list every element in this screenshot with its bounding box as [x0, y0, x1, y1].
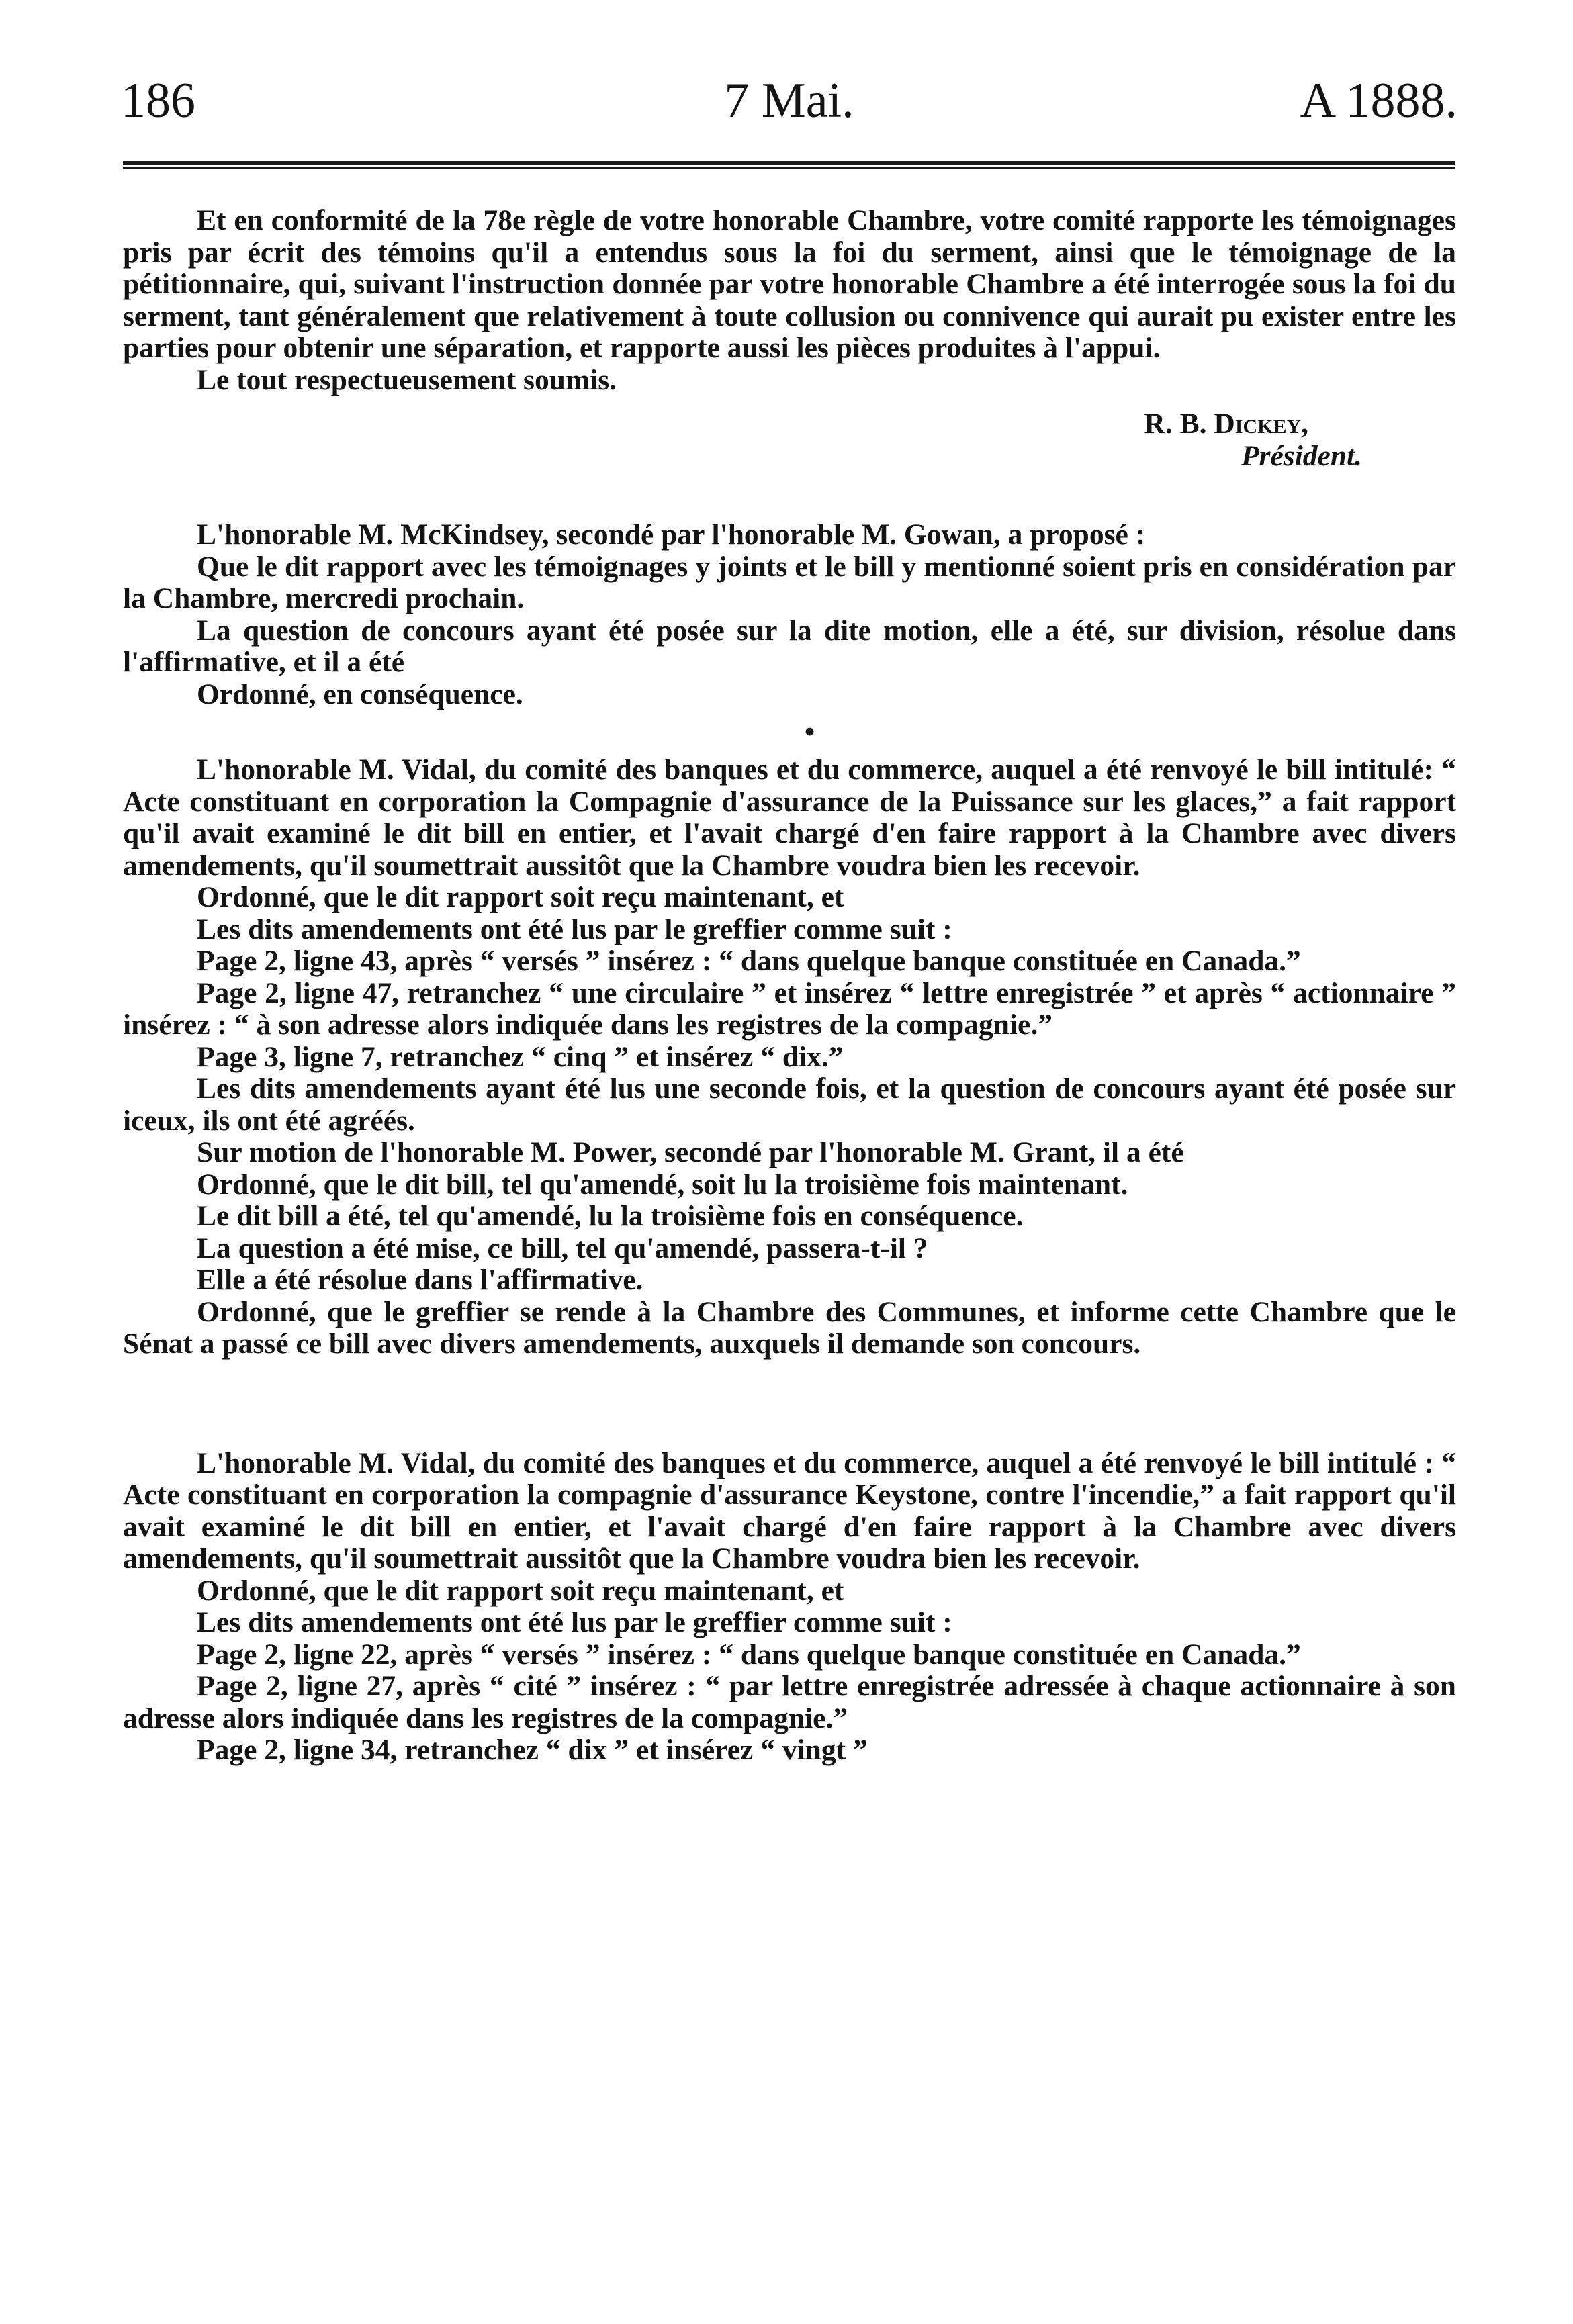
paragraph: Ordonné, en conséquence.: [197, 678, 523, 710]
header-rule-thin: [123, 167, 1455, 169]
amendment: Page 3, ligne 7, retranchez “ cinq ” et insérez “ dix.”: [197, 1040, 844, 1073]
paragraph: Les dits amendements ont été lus par le greffier comme suit :: [197, 1606, 952, 1638]
report-closing: Le tout respectueusement soumis.: [197, 363, 617, 396]
amendment: Page 2, ligne 22, après “ versés ” insérez : “ dans quelque banque constituée en Canada.”: [197, 1638, 1301, 1671]
running-date: 7 Mai.: [724, 73, 854, 128]
amendment: Page 2, ligne 34, retranchez “ dix ” et insérez “ vingt ”: [197, 1734, 868, 1766]
glass-insurance-bill-section: [123, 754, 1456, 1360]
paragraph: L'honorable M. Vidal, du comité des banques et du commerce, auquel a été renvoyé le bill intitulé: “ Acte constituant en corporation la Compagnie d'assurance de la Puissance sur les glaces,” a fait rapport qu'il avait examiné le dit bill en entier, et l'avait chargé d'en faire rapport à la Chambre avec divers amendements, qu'il soumettrait aussitôt que la Chambre voudra bien les recevoir.: [123, 753, 1456, 882]
paragraph: Ordonné, que le dit rapport soit reçu maintenant, et: [197, 1574, 844, 1607]
section-gap: [123, 472, 1456, 519]
paragraph: L'honorable M. McKindsey, secondé par l'honorable M. Gowan, a proposé :: [197, 518, 1146, 551]
paragraph: Les dits amendements ayant été lus une seconde fois, et la question de concours ayant été posée sur iceux, ils ont été agréés.: [123, 1072, 1456, 1137]
paragraph: Les dits amendements ont été lus par le greffier comme suit :: [197, 913, 952, 945]
paragraph: Le dit bill a été, tel qu'amendé, lu la troisième fois en conséquence.: [197, 1200, 1024, 1232]
paragraph: Elle a été résolue dans l'affirmative.: [197, 1264, 643, 1296]
amendment: Page 2, ligne 43, après “ versés ” insérez : “ dans quelque banque constituée en Canada.”: [197, 945, 1301, 977]
paragraph: L'honorable M. Vidal, du comité des banques et du commerce, auquel a été renvoyé le bill intitulé : “ Acte constituant en corporation la compagnie d'assurance Keystone, contre l'incendie,” a fait rapport qu'il avait examiné le dit bill en entier, et l'avait chargé d'en faire rapport à la Chambre avec divers amendements, qu'il soumettrait aussitôt que la Chambre voudra bien les recevoir.: [123, 1446, 1456, 1575]
paragraph: Ordonné, que le dit rapport soit reçu maintenant, et: [197, 881, 844, 913]
motion-section: [123, 519, 1456, 710]
header-rule: [123, 161, 1455, 165]
signature-title: Président.: [1241, 439, 1362, 472]
page-body: [123, 205, 1456, 1767]
amendment: Page 2, ligne 47, retranchez “ une circulaire ” et insérez “ lettre enregistrée ” et après “ actionnaire ” insérez : “ à son adresse alors indiquée dans les registres de la compagnie.”: [123, 976, 1456, 1041]
running-header: [121, 64, 1457, 138]
signature-name: R. B. Dickey,: [1144, 408, 1308, 440]
running-year: A 1888.: [1300, 73, 1457, 128]
paragraph: Ordonné, que le greffier se rende à la Chambre des Communes, et informe cette Chambre que le Sénat a passé ce bill avec divers amendements, auxquels il demande son concours.: [123, 1295, 1456, 1360]
signature-block: [123, 408, 1456, 472]
paragraph: La question a été mise, ce bill, tel qu'amendé, passera-t-il ?: [197, 1231, 928, 1264]
committee-report: [123, 205, 1456, 472]
page-number: 186: [121, 73, 195, 128]
amendment: Page 2, ligne 27, après “ cité ” insérez : “ par lettre enregistrée adressée à chaque actionnaire à son adresse alors indiquée dans les registres de la compagnie.”: [123, 1670, 1456, 1734]
paragraph: La question de concours ayant été posée sur la dite motion, elle a été, sur division, résolue dans l'affirmative, et il a été: [123, 614, 1456, 678]
keystone-insurance-bill-section: [123, 1448, 1456, 1767]
section-dot: •: [804, 716, 815, 748]
paragraph: Ordonné, que le dit bill, tel qu'amendé, soit lu la troisième fois maintenant.: [197, 1168, 1128, 1201]
section-gap: [123, 1360, 1456, 1448]
paragraph: Sur motion de l'honorable M. Power, secondé par l'honorable M. Grant, il a été: [197, 1136, 1184, 1168]
paragraph: Que le dit rapport avec les témoignages y joints et le bill y mentionné soient pris en considération par la Chambre, mercredi prochain.: [123, 550, 1456, 614]
report-paragraph: Et en conformité de la 78e règle de votre honorable Chambre, votre comité rapporte les témoignages pris par écrit des témoins qu'il a entendus sous la foi du serment, ainsi que le témoignage de la pétitionnaire, qui, suivant l'instruction donnée par votre honorable Chambre a été interrogée sous la foi du serment, tant généralement que relativement à toute collusion ou connivence qui aurait pu exister entre les parties pour obtenir une séparation, et rapporte aussi les pièces produites à l'appui.: [123, 204, 1456, 364]
